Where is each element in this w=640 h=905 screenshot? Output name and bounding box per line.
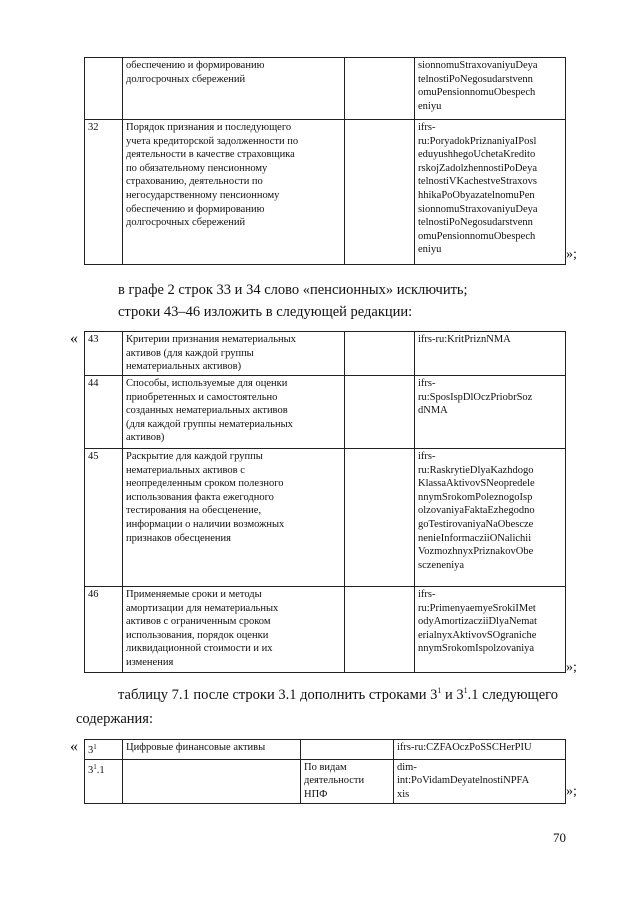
row-number bbox=[85, 759, 123, 803]
row-number-text: 3 bbox=[88, 745, 94, 756]
row-description bbox=[123, 759, 301, 803]
row-code: ifrs- ru:PoryadokPriznaniyaIPosl eduyushhegoUchetaKredito rskojZadolzhennostiPoDeya telnostiVKachestveStraxovs hhikaPoObyazatelnomuPen sionnomuStraxovaniyuDeya telnostiPoNegosudarstvenn omuPensionnomuObespech eniyu bbox=[415, 120, 566, 265]
row-description: Порядок признания и последующего учета кредиторской задолженности по деятельности в качестве страховщика по обязательному пенсионному страхованию, деятельности по негосударственному пенсионному обеспечению и формированию долгосрочных сбережений bbox=[123, 120, 345, 265]
table-row bbox=[85, 449, 566, 587]
row-number-suffix: .1 bbox=[96, 764, 105, 776]
paragraph-text: .1 следующего bbox=[467, 686, 558, 703]
opening-quote: « bbox=[70, 738, 78, 755]
row-col3 bbox=[345, 120, 415, 265]
row-code: ifrs- ru:SposIspDlOczPriobrSoz dNMA bbox=[415, 376, 566, 449]
table-7-1-additions bbox=[84, 739, 566, 804]
row-code: ifrs- ru:RaskrytieDlyaKazhdogo KlassaAktivovSNeopredele nnymSrokomPoleznogoIsp olzovaniyaFaktaEzhegodno goTestirovaniyaNaObescze nenieInformacziiONalichii VozmozhnyxPriznakovObe sczeneniya bbox=[415, 449, 566, 587]
superscript: 1 bbox=[93, 743, 97, 751]
table-row bbox=[85, 332, 566, 376]
row-code: dim- int:PoVidamDeyatelnostiNPFA xis bbox=[394, 759, 566, 803]
row-code: ifrs-ru:KritPriznNMA bbox=[415, 332, 566, 376]
row-number: 43 bbox=[85, 332, 123, 376]
paragraph-amend-1: в графе 2 строк 33 и 34 слово «пенсионных» исключить; bbox=[118, 282, 468, 298]
closing-quote: »; bbox=[566, 247, 577, 262]
row-code: sionnomuStraxovaniyuDeya telnostiPoNegosudarstvenn omuPensionnomuObespech eniyu bbox=[415, 58, 566, 120]
superscript: 1 bbox=[437, 686, 442, 695]
row-col3 bbox=[345, 376, 415, 449]
opening-quote: « bbox=[70, 330, 78, 347]
table-rows-43-46 bbox=[84, 331, 566, 673]
table-row bbox=[85, 376, 566, 449]
row-code: ifrs-ru:CZFAOczPoSSCHerPIU bbox=[394, 740, 566, 760]
row-col3 bbox=[301, 740, 394, 760]
row-description: Раскрытие для каждой группы нематериальных активов с неопределенным сроком полезного использования факта ежегодного тестирования на обесценение, информации о наличии возможных признаков обесценения bbox=[123, 449, 345, 587]
row-number-text: 3 bbox=[88, 764, 94, 776]
row-number bbox=[85, 740, 123, 760]
superscript: 1 bbox=[463, 686, 468, 695]
paragraph-amend-2: строки 43–46 изложить в следующей редакции: bbox=[118, 304, 413, 320]
row-col3: По видам деятельности НПФ bbox=[301, 759, 394, 803]
paragraph-text: и 3 bbox=[441, 686, 464, 703]
row-number: 46 bbox=[85, 587, 123, 673]
row-description: Цифровые финансовые активы bbox=[123, 740, 301, 760]
paragraph-amend-3-cont: содержания: bbox=[76, 711, 154, 727]
table-row bbox=[85, 759, 566, 803]
row-description: Критерии признания нематериальных активов (для каждой группы нематериальных активов) bbox=[123, 332, 345, 376]
closing-quote: »; bbox=[566, 660, 577, 675]
row-description: обеспечению и формированию долгосрочных сбережений bbox=[123, 58, 345, 120]
table-row bbox=[85, 740, 566, 760]
row-number: 45 bbox=[85, 449, 123, 587]
paragraph-text: таблицу 7.1 после строки 3.1 дополнить строками 3 bbox=[118, 686, 438, 703]
table-continuation bbox=[84, 57, 566, 265]
row-number bbox=[85, 58, 123, 120]
row-col3 bbox=[345, 587, 415, 673]
row-number: 44 bbox=[85, 376, 123, 449]
page-number: 70 bbox=[553, 830, 566, 845]
row-description: Применяемые сроки и методы амортизации для нематериальных активов с ограниченным сроком использования, порядок оценки ликвидационной стоимости и их изменения bbox=[123, 587, 345, 673]
row-col3 bbox=[345, 332, 415, 376]
closing-quote: »; bbox=[566, 784, 577, 799]
table-row bbox=[85, 120, 566, 265]
table-row bbox=[85, 58, 566, 120]
paragraph-amend-3 bbox=[118, 686, 558, 704]
row-col3 bbox=[345, 58, 415, 120]
superscript: 1 bbox=[93, 762, 97, 771]
table-row bbox=[85, 587, 566, 673]
row-description: Способы, используемые для оценки приобретенных и самостоятельно созданных нематериальных активов (для каждой группы нематериальных активов) bbox=[123, 376, 345, 449]
row-col3 bbox=[345, 449, 415, 587]
row-number: 32 bbox=[85, 120, 123, 265]
row-code: ifrs- ru:PrimenyaemyeSrokiIMet odyAmortizacziiDlyaNemat erialnyxAktivovSOgraniche nnymSrokomIspolzovaniya bbox=[415, 587, 566, 673]
